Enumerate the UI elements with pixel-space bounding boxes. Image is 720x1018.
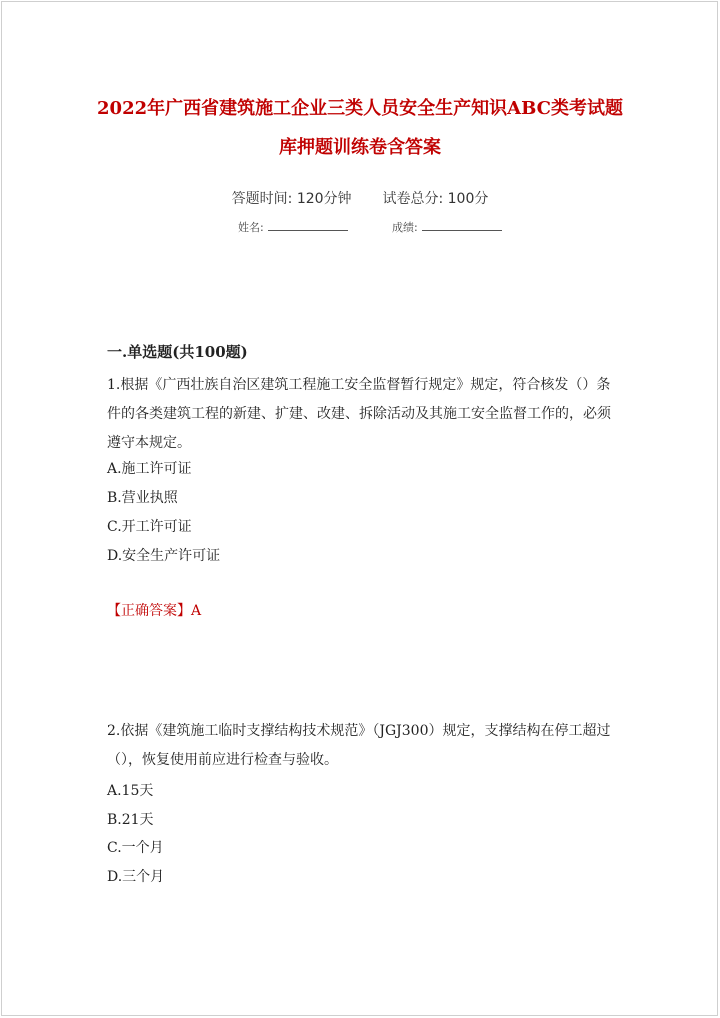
question-2-option-d: D.三个月 [107,869,165,885]
name-field [238,219,348,235]
name-blank [268,220,348,231]
question-1-text: 1.根据《广西壮族自治区建筑工程施工安全监督暂行规定》规定，符合核发（）条件的各类建筑工程的新建、扩建、改建、拆除活动及其施工安全监督工作的，必须遵守本规定。 [107,377,611,451]
question-2-option-c: C.一个月 [107,840,164,856]
question-1-answer: 【正确答案】A [107,603,202,619]
time-label: 答题时间: [231,191,293,207]
document-title-line-2: 库押题训练卷含答案 [279,137,441,158]
question-2-text: 2.依据《建筑施工临时支撑结构技术规范》（JGJ300）规定，支撑结构在停工超过（），恢复使用前应进行检查与验收。 [107,723,611,768]
grade-label: 成绩: [392,221,418,234]
question-1-option-b: B.营业执照 [107,490,178,506]
score-label: 试卷总分: [382,191,444,207]
question-2-option-a: A.15天 [107,783,154,799]
question-1-option-d: D.安全生产许可证 [107,548,221,564]
question-1-option-a: A.施工许可证 [107,461,192,477]
section-title: 一.单选题(共100题) [107,343,248,361]
grade-blank [422,220,502,231]
document-title-line-1: 2022年广西省建筑施工企业三类人员安全生产知识ABC类考试题 [97,98,623,119]
grade-field [392,219,502,235]
question-1-option-c: C.开工许可证 [107,519,192,535]
score-value: 100分 [447,191,489,207]
name-label: 姓名: [238,221,264,234]
question-2-option-b: B.21天 [107,812,154,828]
exam-meta [0,188,720,208]
time-value: 120分钟 [296,191,352,207]
